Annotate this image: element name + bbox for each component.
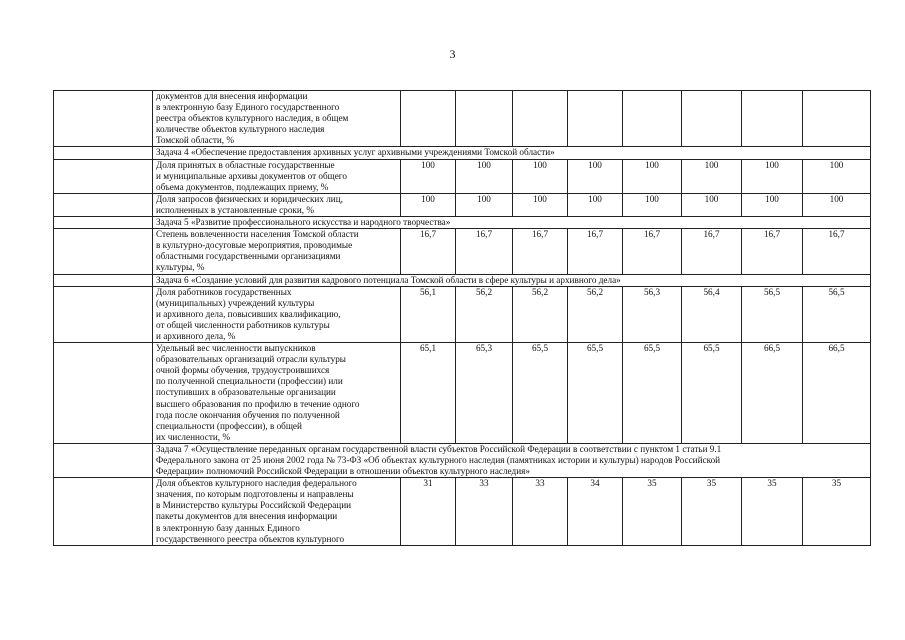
value-cell [513, 91, 568, 147]
table-row [54, 159, 871, 193]
task-heading: Задача 6 «Создание условий для развития кадрового потенциала Томской области в сфере культуры и архивного дела» [153, 274, 871, 286]
page-number: 3 [449, 47, 456, 61]
task-heading: Задача 4 «Обеспечение предоставления архивных услуг архивными учреждениями Томской области» [153, 147, 871, 159]
value-cell [401, 91, 456, 147]
table-row [54, 343, 871, 444]
value-cell: 16,7 [513, 229, 568, 274]
indicator-text: Степень вовлеченности населения Томской области в культурно-досуговые мероприятия, проводимые областными государственными организациями культуры, % [153, 229, 401, 274]
task-row [54, 217, 871, 229]
value-cell: 56,4 [682, 286, 742, 342]
value-cell [742, 91, 803, 147]
empty-cell [54, 343, 153, 444]
value-cell: 31 [401, 478, 456, 546]
value-cell: 100 [742, 159, 803, 193]
value-cell: 100 [803, 159, 871, 193]
value-cell: 100 [401, 193, 456, 216]
value-cell: 100 [682, 159, 742, 193]
task-row [54, 443, 871, 477]
table-row [54, 229, 871, 274]
value-cell: 65,5 [682, 343, 742, 444]
value-cell: 56,2 [568, 286, 623, 342]
value-cell: 33 [456, 478, 513, 546]
value-cell: 65,5 [513, 343, 568, 444]
value-cell: 16,7 [682, 229, 742, 274]
table-row [54, 286, 871, 342]
value-cell: 100 [568, 159, 623, 193]
value-cell: 100 [513, 193, 568, 216]
empty-cell [54, 274, 153, 286]
value-cell: 35 [623, 478, 682, 546]
empty-cell [54, 286, 153, 342]
indicators-table [53, 90, 871, 546]
value-cell: 65,1 [401, 343, 456, 444]
value-cell: 100 [623, 159, 682, 193]
value-cell [456, 91, 513, 147]
indicator-text: Доля объектов культурного наследия федерального значения, по которым подготовлены и направлены в Министерство культуры Российской Федерации пакеты документов для внесения информации в электронную базу данных Единого государственного реестра объектов культурного [153, 478, 401, 546]
value-cell: 56,5 [803, 286, 871, 342]
value-cell: 16,7 [803, 229, 871, 274]
empty-cell [54, 193, 153, 216]
value-cell: 35 [682, 478, 742, 546]
value-cell: 35 [742, 478, 803, 546]
empty-cell [54, 478, 153, 546]
value-cell: 16,7 [568, 229, 623, 274]
empty-cell [54, 147, 153, 159]
value-cell: 100 [623, 193, 682, 216]
value-cell: 35 [803, 478, 871, 546]
value-cell [803, 91, 871, 147]
value-cell: 56,2 [456, 286, 513, 342]
indicator-text: документов для внесения информации в электронную базу Единого государственного реестра объектов культурного наследия, в общем количестве объектов культурного наследия Томской области, % [153, 91, 401, 147]
value-cell: 16,7 [456, 229, 513, 274]
empty-cell [54, 217, 153, 229]
table-body [54, 91, 871, 546]
value-cell: 66,5 [803, 343, 871, 444]
value-cell: 100 [803, 193, 871, 216]
value-cell: 34 [568, 478, 623, 546]
value-cell: 65,5 [568, 343, 623, 444]
value-cell: 16,7 [623, 229, 682, 274]
indicator-text: Удельный вес численности выпускников образовательных организаций отрасли культуры очной формы обучения, трудоустроившихся по полученной специальности (профессии) или поступивших в образовательные организации высшего образования по профилю в течение одного года после окончания обучения по полученной специальности (профессии), в общей их численности, % [153, 343, 401, 444]
value-cell: 33 [513, 478, 568, 546]
indicator-text: Доля работников государственных (муниципальных) учреждений культуры и архивного дела, повысивших квалификацию, от общей численности работников культуры и архивного дела, % [153, 286, 401, 342]
value-cell: 100 [513, 159, 568, 193]
task-heading: Задача 7 «Осуществление переданных органам государственной власти субъектов Российской Федерации в соответствии с пунктом 1 статьи 9.1 Федерального закона от 25 июня 2002 года № 73-ФЗ «Об объектах культурного наследия (памятниках истории и культуры) народов Российской Федерации» полномочий Российской Федерации в отношении объектов культурного наследия» [153, 443, 871, 477]
indicator-text: Доля запросов физических и юридических лиц, исполненных в установленные сроки, % [153, 193, 401, 216]
value-cell: 100 [401, 159, 456, 193]
value-cell: 56,1 [401, 286, 456, 342]
table-row [54, 478, 871, 546]
value-cell: 16,7 [742, 229, 803, 274]
empty-cell [54, 443, 153, 477]
empty-cell [54, 91, 153, 147]
value-cell: 100 [456, 193, 513, 216]
table-row [54, 91, 871, 147]
value-cell: 100 [742, 193, 803, 216]
value-cell [568, 91, 623, 147]
empty-cell [54, 229, 153, 274]
value-cell: 56,5 [742, 286, 803, 342]
value-cell: 16,7 [401, 229, 456, 274]
empty-cell [54, 159, 153, 193]
value-cell: 65,5 [623, 343, 682, 444]
value-cell: 100 [682, 193, 742, 216]
task-heading: Задача 5 «Развитие профессионального искусства и народного творчества» [153, 217, 871, 229]
value-cell [682, 91, 742, 147]
value-cell: 100 [456, 159, 513, 193]
value-cell: 100 [568, 193, 623, 216]
task-row [54, 147, 871, 159]
table-row [54, 193, 871, 216]
indicator-text: Доля принятых в областные государственные и муниципальные архивы документов от общего объема документов, подлежащих приему, % [153, 159, 401, 193]
task-row [54, 274, 871, 286]
value-cell [623, 91, 682, 147]
value-cell: 56,2 [513, 286, 568, 342]
value-cell: 56,3 [623, 286, 682, 342]
value-cell: 66,5 [742, 343, 803, 444]
value-cell: 65,3 [456, 343, 513, 444]
